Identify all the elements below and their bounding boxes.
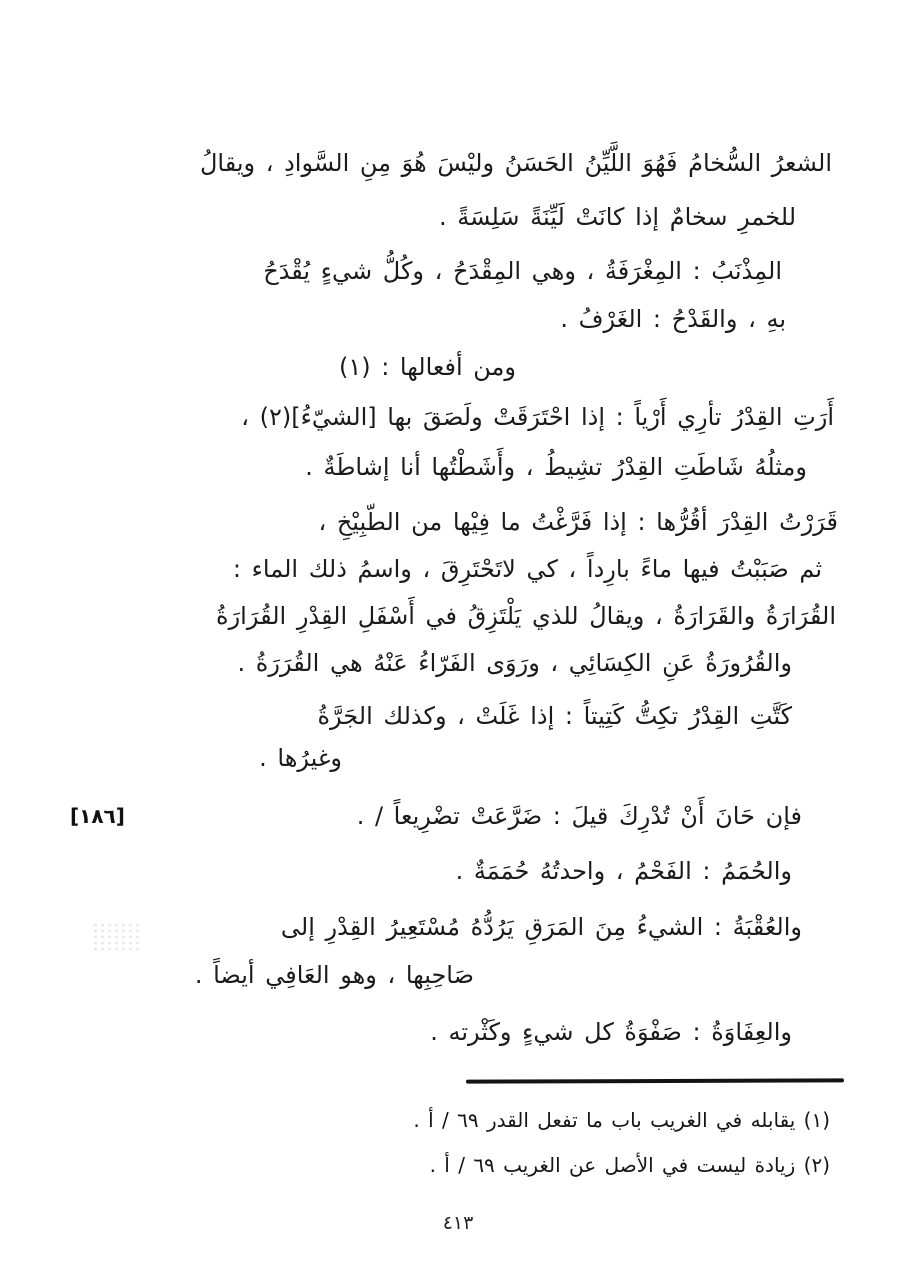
body-line: والحُمَمُ : الفَحْمُ ، واحدتُهُ حُمَمَةٌ . <box>455 857 792 885</box>
body-line: والعِفَاوَةُ : صَفْوَةُ كل شيءٍ وكَثْرته . <box>430 1018 792 1046</box>
footnote: (٢) زيادة ليست في الأصل عن الغريب ٦٩ / أ . <box>429 1153 830 1177</box>
footnote-separator-rule <box>466 1078 844 1083</box>
body-line: القُرَارَةُ والقَرَارَةُ ، ويقالُ للذي يَلْتَزِقُ في أَسْفَلِ القِدْرِ القُرَارَةُ <box>216 602 836 630</box>
margin-folio-number: [١٨٦] <box>70 804 125 828</box>
body-line: المِذْنَبُ : المِغْرَفَةُ ، وهي المِقْدَحُ ، وكُلُّ شيءٍ يُقْدَحُ <box>263 257 782 285</box>
body-line: صَاحِبِها ، وهو العَافِي أيضاً . <box>194 961 474 989</box>
body-line: والعُقْبَةُ : الشيءُ مِنَ المَرَقِ يَرُدُّهُ مُسْتَعِيرُ القِدْرِ إلى <box>280 913 802 941</box>
body-line: ثم صَبَبْتُ فيها ماءً بارِداً ، كي لاتَحْتَرِقَ ، واسمُ ذلك الماء : <box>232 555 822 583</box>
ink-smudge <box>92 922 140 950</box>
body-line: بهِ ، والقَدْحُ : الغَرْفُ . <box>560 305 786 333</box>
body-line: أَرَتِ القِدْرُ تأرِي أَرْياً : إذا احْتَرَقَتْ ولَصَقَ بها [الشيّءُ](٢) ، <box>241 403 834 431</box>
body-line: والقُرُورَةُ عَنِ الكِسَائِي ، ورَوَى الفَرّاءُ عَنْهُ هي القُرَرَةُ . <box>237 649 792 677</box>
body-line: للخمرِ سخامٌ إذا كانَتْ لَيِّنَةً سَلِسَةً . <box>438 203 796 231</box>
body-line: فإن حَانَ أَنْ تُدْرِكَ قيلَ : ضَرَّعَتْ تضْرِيعاً / . <box>356 802 802 830</box>
footnote: (١) يقابله في الغريب باب ما تفعل القدر ٦٩ / أ . <box>413 1108 830 1132</box>
body-line: وغيرُها . <box>259 744 342 772</box>
body-line: كَتَّتِ القِدْرُ تكِتُّ كَتِيتاً : إذا غَلَتْ ، وكذلك الجَرَّةُ <box>317 702 792 730</box>
body-line: ومن أفعالها : (١) <box>338 353 516 381</box>
body-line: قَرَرْتُ القِدْرَ أقُرُّها : إذا فَرَّغْتُ ما فِيْها من الطّبِيْخِ ، <box>318 508 838 536</box>
page-number: ٤١٣ <box>442 1212 474 1234</box>
body-line: ومثلُهُ شَاطَتِ القِدْرُ تشِيطُ ، وأَشَطْتُها أنا إشاطَةٌ . <box>305 453 807 481</box>
body-line: الشعرُ السُّخامُ فَهُوَ اللَّيِّنُ الحَسَنُ وليْسَ هُوَ مِنِ السَّوادِ ، ويقالُ <box>199 149 832 177</box>
